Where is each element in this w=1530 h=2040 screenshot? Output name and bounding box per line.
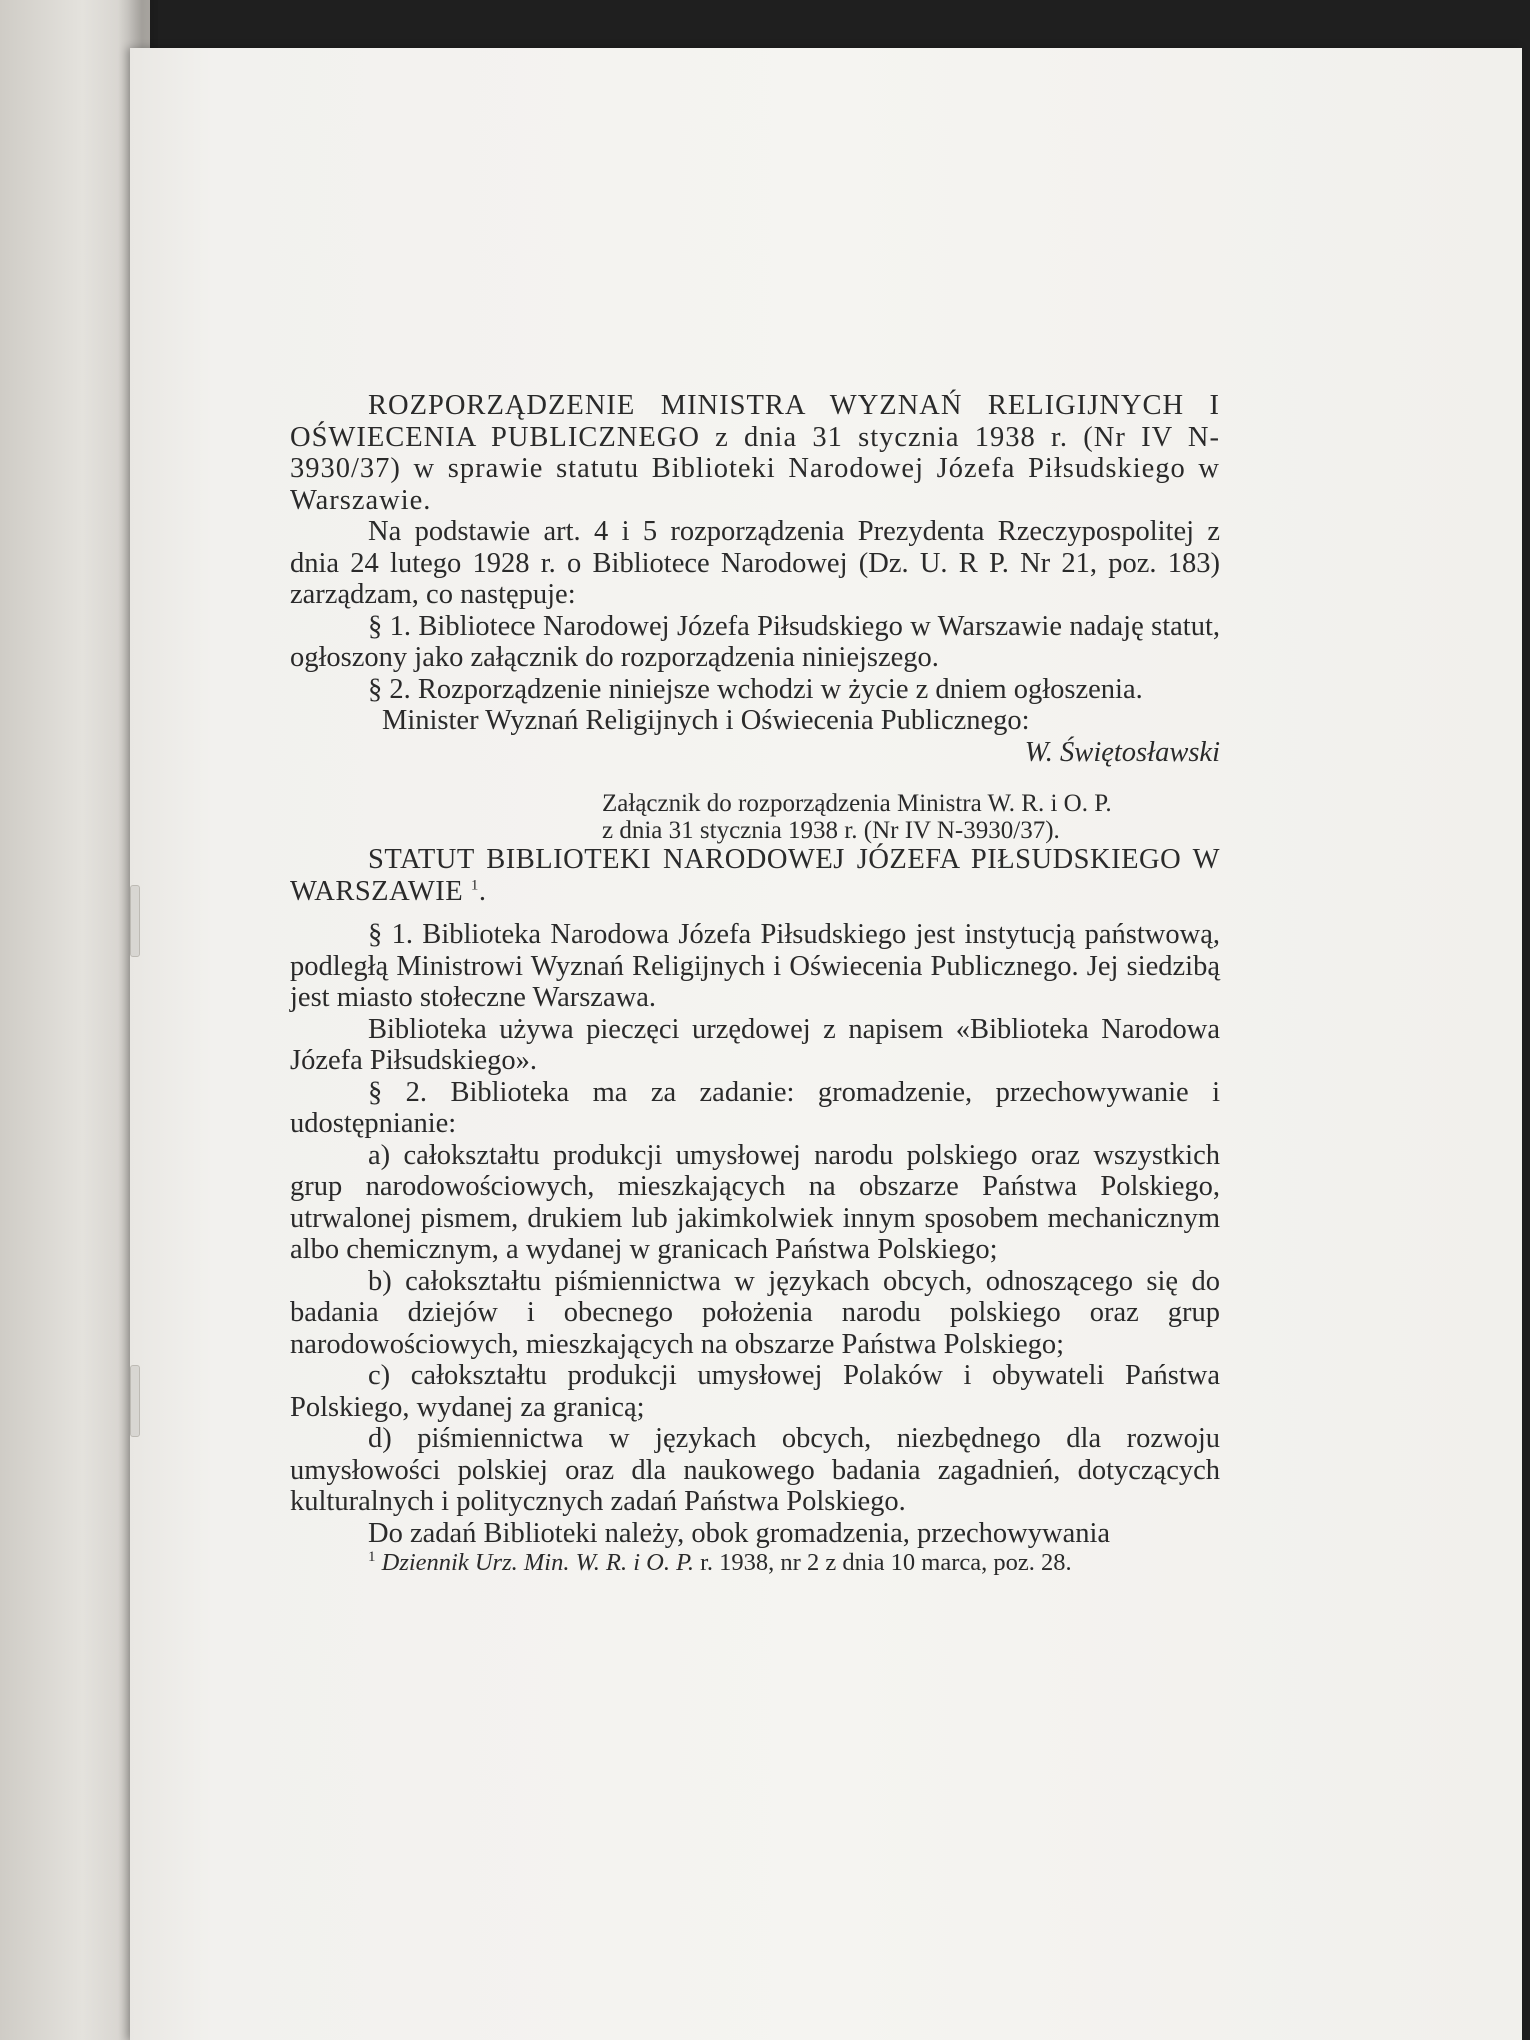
annex-line-2: z dnia 31 stycznia 1938 r. (Nr IV N-3930/37). (602, 817, 1060, 844)
statute-paragraph-1: § 1. Biblioteka Narodowa Józefa Piłsudskiego jest instytucją państwową, podległą Ministrowi Wyznań Religijnych i Oświecenia Publicznego. Jej siedzibą jest miasto stołeczne Warszawa. (290, 919, 1220, 1013)
statute-paragraph-2: § 2. Biblioteka ma za zadanie: gromadzenie, przechowywanie i udostępnianie: (290, 1076, 1220, 1139)
statute-title-text: STATUT BIBLIOTEKI NARODOWEJ JÓZEFA PIŁSUDSKIEGO W WARSZAWIE (290, 844, 1220, 907)
annex-line-1: Załącznik do rozporządzenia Ministra W. R. i O. P. (602, 790, 1112, 817)
page-text (290, 390, 1220, 1576)
statute-item-d: d) piśmiennictwa w językach obcych, niezbędnego dla rozwoju umysłowości polskiej oraz dla naukowego badania zagadnień, dotyczących kulturalnych i politycznych zadań Państwa Polskiego. (290, 1423, 1220, 1517)
footnote (290, 1549, 1220, 1576)
statute-last-line: Do zadań Biblioteki należy, obok gromadzenia, przechowywania (368, 1517, 1111, 1549)
footnote-source: Dziennik Urz. Min. W. R. i O. P. (381, 1549, 694, 1576)
staple-top (130, 885, 140, 957)
decree-basis: Na podstawie art. 4 i 5 rozporządzenia Prezydenta Rzeczypospolitej z dnia 24 lutego 1928 r. o Bibliotece Narodowej (Dz. U. R P. Nr 21, poz. 183) zarządzam, co następuje: (290, 516, 1220, 610)
decree-title: ROZPORZĄDZENIE MINISTRA WYZNAŃ RELIGIJNYCH I OŚWIECENIA PUBLICZNEGO z dnia 31 stycznia 1938 r. (Nr IV N-3930/37) w sprawie statutu Biblioteki Narodowej Józefa Piłsudskiego w Warszawie. (290, 390, 1220, 516)
signature-intro: Minister Wyznań Religijnych i Oświecenia Publicznego: (382, 705, 1030, 736)
footnote-details: r. 1938, nr 2 z dnia 10 marca, poz. 28. (700, 1549, 1072, 1576)
signature-name: W. Świętosławski (1024, 736, 1220, 768)
statute-item-c: c) całokształtu produkcji umysłowej Polaków i obywateli Państwa Polskiego, wydanej za granicą; (290, 1360, 1220, 1423)
footnote-mark: 1 (368, 1548, 376, 1565)
statute-item-a: a) całokształtu produkcji umysłowej narodu polskiego oraz wszystkich grup narodowościowych, mieszkających na obszarze Państwa Polskiego, utrwalonej pismem, drukiem lub jakimkolwiek innym sposobem mechanicznym albo chemicznym, a wydanej w granicach Państwa Polskiego; (290, 1139, 1220, 1265)
footnote-reference: 1 (470, 877, 479, 893)
annex-note (602, 790, 1220, 844)
decree-paragraph-1: § 1. Bibliotece Narodowej Józefa Piłsudskiego w Warszawie nadaję statut, ogłoszony jako załącznik do rozporządzenia niniejszego. (290, 610, 1220, 673)
decree-paragraph-2: § 2. Rozporządzenie niniejsze wchodzi w życie z dniem ogłoszenia. (368, 673, 1143, 705)
statute-item-b: b) całokształtu piśmiennictwa w językach obcych, odnoszącego się do badania dziejów i obecnego położenia narodu polskiego oraz grup narodowościowych, mieszkających na obszarze Państwa Polskiego; (290, 1265, 1220, 1360)
statute-title: STATUT BIBLIOTEKI NARODOWEJ JÓZEFA PIŁSUDSKIEGO W WARSZAWIE $^1$. (290, 844, 1220, 907)
statute-seal: Biblioteka używa pieczęci urzędowej z napisem «Biblioteka Narodowa Józefa Piłsudskiego». (290, 1013, 1220, 1076)
staple-bottom (130, 1365, 140, 1437)
